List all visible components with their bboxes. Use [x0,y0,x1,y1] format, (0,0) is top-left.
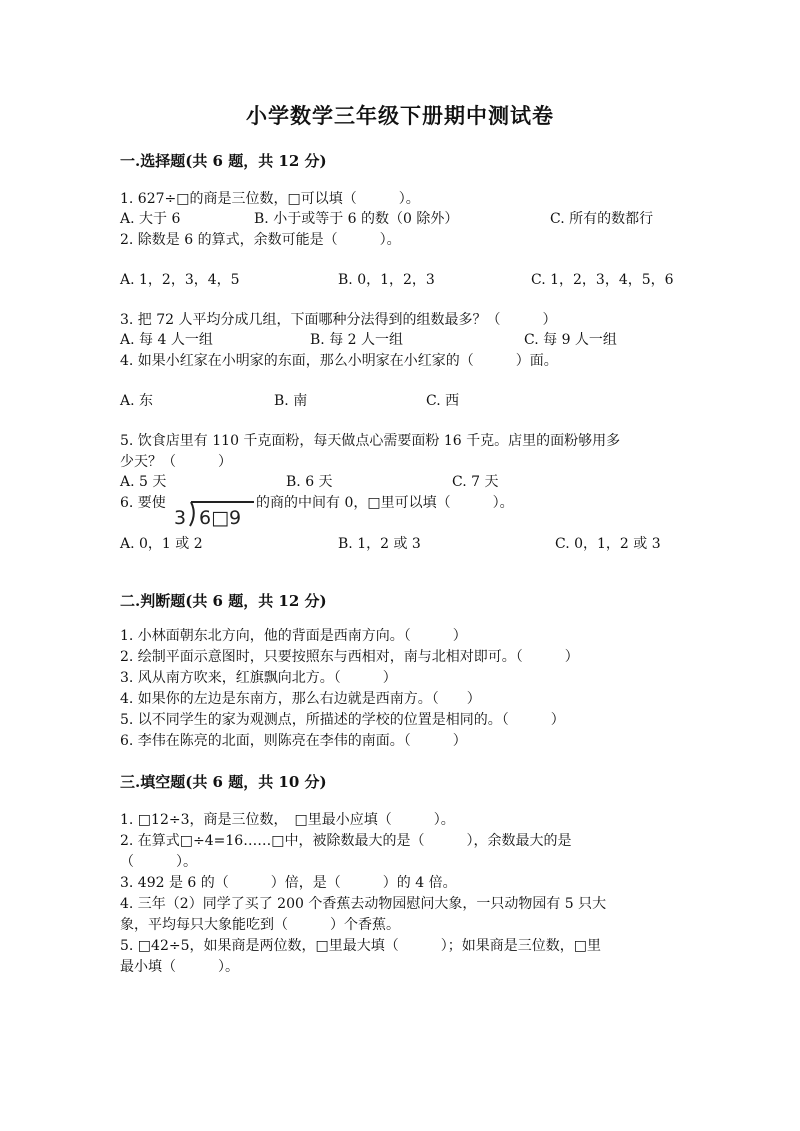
question-1-1: 1. 627÷□的商是三位数，□可以填（ ）。 [120,191,420,207]
option-1-4-c: C. 西 [426,393,460,409]
section-heading-judgment: 二.判断题(共 6 题，共 12 分) [120,592,327,610]
fill-item-4-line-2: 象，平均每只大象能吃到（ ）个香蕉。 [120,917,400,933]
option-1-5-c: C. 7 天 [452,474,499,490]
option-1-5-b: B. 6 天 [286,474,333,490]
question-1-5-line-2: 少天？（ ） [120,454,232,470]
judgment-item-2: 2. 绘制平面示意图时，只要按照东与西相对，南与北相对即可。（ ） [120,649,579,665]
option-1-6-b: B. 1，2 或 3 [338,536,421,552]
section-heading-choice: 一.选择题(共 6 题，共 12 分) [120,152,327,170]
judgment-item-4: 4. 如果你的左边是东南方，那么右边就是西南方。（ ） [120,691,481,707]
question-1-4: 4. 如果小红家在小明家的东面，那么小明家在小红家的（ ）面。 [120,353,558,369]
page-title: 小学数学三年级下册期中测试卷 [246,103,554,128]
division-dividend: 6□9 [199,507,242,529]
judgment-item-1: 1. 小林面朝东北方向，他的背面是西南方向。（ ） [120,628,467,644]
long-division-figure [174,499,256,529]
option-1-2-b: B. 0，1，2，3 [338,272,435,288]
option-1-3-b: B. 每 2 人一组 [310,332,403,348]
option-1-1-c: C. 所有的数都行 [550,211,654,227]
fill-item-2-line-2: （ ）。 [120,854,197,870]
judgment-item-6: 6. 李伟在陈亮的北面，则陈亮在李伟的南面。（ ） [120,733,467,749]
section-heading-fill-in: 三.填空题(共 6 题，共 10 分) [120,773,327,791]
question-1-6-suffix: 的商的中间有 0，□里可以填（ ）。 [256,495,514,511]
fill-item-5-line-2: 最小填（ ）。 [120,959,239,975]
option-1-5-a: A. 5 天 [120,474,167,490]
option-1-3-a: A. 每 4 人一组 [120,332,213,348]
question-1-3: 3. 把 72 人平均分成几组，下面哪种分法得到的组数最多？（ ） [120,312,557,328]
fill-item-3: 3. 492 是 6 的（ ）倍，是（ ）的 4 倍。 [120,875,457,891]
option-1-2-c: C. 1，2，3，4，5，6 [531,272,674,288]
question-1-2: 2. 除数是 6 的算式，余数可能是（ ）。 [120,232,401,248]
option-1-3-c: C. 每 9 人一组 [524,332,617,348]
division-bracket [190,502,194,526]
fill-item-1: 1. □12÷3，商是三位数， □里最小应填（ ）。 [120,812,455,828]
fill-item-5-line-1: 5. □42÷5，如果商是两位数，□里最大填（ ）；如果商是三位数，□里 [120,938,601,954]
option-1-6-a: A. 0，1 或 2 [120,536,203,552]
option-1-6-c: C. 0，1，2 或 3 [555,536,661,552]
question-1-5-line-1: 5. 饮食店里有 110 千克面粉，每天做点心需要面粉 16 千克。店里的面粉够用多 [120,433,621,449]
option-1-2-a: A. 1，2，3，4，5 [120,272,240,288]
judgment-item-5: 5. 以不同学生的家为观测点，所描述的学校的位置是相同的。（ ） [120,712,565,728]
fill-item-2-line-1: 2. 在算式□÷4=16……□中，被除数最大的是（ ），余数最大的是 [120,833,572,849]
question-1-6-prefix: 6. 要使 [120,495,166,511]
option-1-4-a: A. 东 [120,393,154,409]
option-1-1-a: A. 大于 6 [120,211,181,227]
option-1-1-b: B. 小于或等于 6 的数（0 除外） [254,211,459,227]
option-1-4-b: B. 南 [274,393,308,409]
fill-item-4-line-1: 4. 三年（2）同学了买了 200 个香蕉去动物园慰问大象，一只动物园有 5 只大 [120,896,607,912]
judgment-item-3: 3. 风从南方吹来，红旗飘向北方。（ ） [120,670,397,686]
long-division-svg [174,499,256,529]
division-divisor: 3 [174,507,187,529]
